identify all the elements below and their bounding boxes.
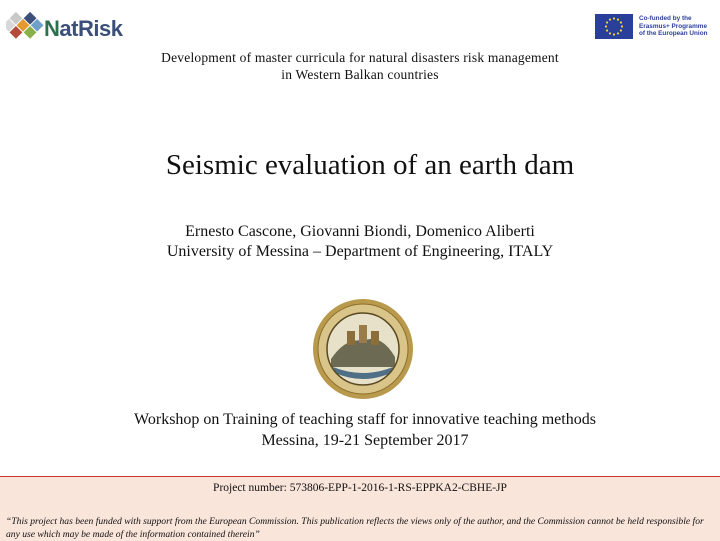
eu-text-line: Erasmus+ Programme <box>639 22 708 30</box>
authors-block <box>0 222 720 262</box>
brand-first-letter: N <box>44 16 60 41</box>
eu-star <box>606 21 608 23</box>
eu-cofunded-logo <box>595 14 715 40</box>
slide-title: Seismic evaluation of an earth dam <box>165 149 575 181</box>
project-number: Project number: 573806-EPP-1-2016-1-RS-EPPKA2-CBHE-JP <box>213 482 507 494</box>
eu-star <box>621 25 623 27</box>
funding-disclaimer: “This project has been funded with support from the European Commission. This publication reflects the views only of the author, and the Commission cannot be held responsible for any use which may be made of the information contained therein” <box>6 516 704 540</box>
eu-cofunded-text <box>639 15 715 38</box>
author-affiliation: University of Messina – Department of Engineering, ITALY <box>166 243 554 260</box>
subtitle-line-1: Development of master curricula for natural disasters risk management <box>161 50 559 65</box>
eu-star <box>617 32 619 34</box>
brand-name <box>44 16 122 42</box>
footer-band <box>0 476 720 541</box>
eu-star <box>613 17 615 19</box>
brand-rest: atRisk <box>59 16 123 41</box>
workshop-date: Messina, 19-21 September 2017 <box>261 432 469 449</box>
eu-star <box>620 29 622 31</box>
author-names: Ernesto Cascone, Giovanni Biondi, Domenico Aliberti <box>185 223 535 240</box>
eu-star <box>609 32 611 34</box>
university-seal-icon <box>311 297 415 401</box>
subtitle-line-2: in Western Balkan countries <box>281 67 439 82</box>
eu-flag-icon <box>595 14 633 39</box>
natrisk-logo <box>6 4 123 52</box>
eu-star <box>620 21 622 23</box>
eu-star <box>613 33 615 35</box>
natrisk-diamond-logo <box>6 4 46 52</box>
workshop-title: Workshop on Training of teaching staff for innovative teaching methods <box>134 411 596 428</box>
eu-star <box>606 29 608 31</box>
project-subtitle <box>0 49 720 83</box>
eu-text-line: Co-funded by the <box>639 15 692 22</box>
eu-text-line: of the European Union <box>639 30 708 38</box>
eu-star <box>617 18 619 20</box>
eu-star <box>609 18 611 20</box>
eu-star <box>605 25 607 27</box>
workshop-info <box>0 409 720 451</box>
